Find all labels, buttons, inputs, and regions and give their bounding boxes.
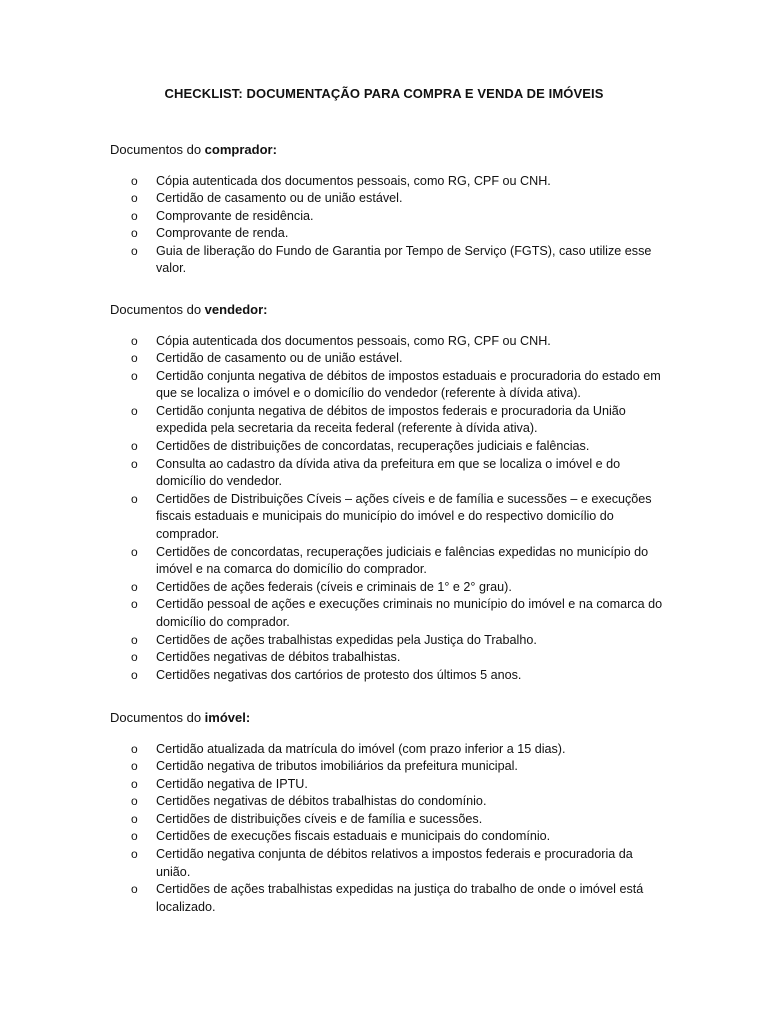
list-item-text: Certidões de ações trabalhistas expedidas na justiça do trabalho de onde o imóvel está localizado. [156, 882, 644, 914]
bullet-icon: o [131, 776, 138, 791]
list-item [110, 667, 670, 685]
bullet-icon: o [131, 333, 138, 348]
list-item-text: Certidões de Distribuições Cíveis – ações cíveis e de família e sucessões – e execuções fiscais estaduais e municipais do município do imóvel e do respectivo domicílio do comprador. [156, 491, 652, 542]
list-item [110, 243, 670, 278]
list-item-text: Certidão negativa de tributos imobiliários da prefeitura municipal. [156, 759, 518, 774]
checklist-comprador [110, 173, 670, 279]
section-heading-prefix: Documentos do [110, 142, 205, 157]
list-item-text: Certidão negativa de IPTU. [156, 776, 308, 791]
bullet-icon: o [131, 544, 138, 559]
section-heading-bold: imóvel: [204, 710, 251, 725]
list-item [110, 846, 670, 881]
bullet-icon: o [131, 882, 138, 897]
bullet-icon: o [131, 368, 138, 383]
bullet-icon: o [131, 847, 138, 862]
list-item-text: Certidões de execuções fiscais estaduais e municipais do condomínio. [156, 829, 551, 844]
list-item [110, 456, 670, 491]
bullet-icon: o [131, 579, 138, 594]
list-item-text: Guia de liberação do Fundo de Garantia por Tempo de Serviço (FGTS), caso utilize esse valor. [156, 243, 652, 276]
list-item [110, 544, 670, 579]
bullet-icon: o [131, 632, 138, 647]
bullet-icon: o [131, 491, 138, 506]
section-heading-vendedor [110, 301, 670, 319]
section-imovel [110, 709, 670, 916]
bullet-icon: o [131, 351, 138, 366]
list-item-text: Certidão conjunta negativa de débitos de impostos federais e procuradoria da União expedida pela secretaria da receita federal (referente à dívida ativa). [156, 403, 626, 436]
section-comprador [110, 141, 670, 278]
bullet-icon: o [131, 403, 138, 418]
list-item [110, 208, 670, 226]
list-item-text: Certidões negativas de débitos trabalhistas do condomínio. [156, 794, 487, 809]
list-item-text: Certidões de concordatas, recuperações judiciais e falências expedidas no município do imóvel e na comarca do domicílio do comprador. [156, 544, 649, 577]
checklist-vendedor [110, 333, 670, 685]
list-item-text: Certidões de distribuições cíveis e de família e sucessões. [156, 811, 483, 826]
list-item [110, 811, 670, 829]
list-item-text: Certidão de casamento ou de união estável. [156, 191, 403, 206]
list-item-text: Certidão negativa conjunta de débitos relativos a impostos federais e procuradoria da união. [156, 847, 633, 879]
bullet-icon: o [131, 759, 138, 774]
list-item-text: Certidões de ações trabalhistas expedidas pela Justiça do Trabalho. [156, 632, 537, 647]
list-item-text: Cópia autenticada dos documentos pessoais, como RG, CPF ou CNH. [156, 333, 551, 348]
list-item-text: Certidões negativas dos cartórios de protesto dos últimos 5 anos. [156, 667, 522, 682]
list-item [110, 173, 670, 191]
bullet-icon: o [131, 667, 138, 682]
section-heading-comprador [110, 141, 670, 159]
list-item-text: Certidão conjunta negativa de débitos de impostos estaduais e procuradoria do estado em que se localiza o imóvel e o domicílio do vendedor (referente à dívida ativa). [156, 368, 661, 401]
list-item-text: Consulta ao cadastro da dívida ativa da prefeitura em que se localiza o imóvel e do domicílio do vendedor. [156, 456, 621, 489]
section-heading-bold: comprador: [204, 142, 277, 157]
bullet-icon: o [131, 456, 138, 471]
list-item [110, 350, 670, 368]
checklist-imovel [110, 741, 670, 917]
bullet-icon: o [131, 741, 138, 756]
page-title: CHECKLIST: DOCUMENTAÇÃO PARA COMPRA E VENDA DE IMÓVEIS [164, 86, 604, 101]
list-item [110, 333, 670, 351]
list-item [110, 403, 670, 438]
list-item-text: Comprovante de renda. [156, 226, 289, 241]
bullet-icon: o [131, 173, 138, 188]
list-item [110, 491, 670, 544]
section-heading-imovel [110, 709, 670, 727]
bullet-icon: o [131, 208, 138, 223]
list-item-text: Certidão atualizada da matrícula do imóvel (com prazo inferior a 15 dias). [156, 741, 566, 756]
list-item-text: Certidões de ações federais (cíveis e criminais de 1° e 2° grau). [156, 579, 512, 594]
list-item [110, 225, 670, 243]
list-item [110, 438, 670, 456]
bullet-icon: o [131, 829, 138, 844]
bullet-icon: o [131, 650, 138, 665]
list-item [110, 190, 670, 208]
bullet-icon: o [131, 794, 138, 809]
list-item [110, 579, 670, 597]
list-item [110, 596, 670, 631]
bullet-icon: o [131, 811, 138, 826]
section-heading-bold: vendedor: [204, 302, 268, 317]
list-item-text: Certidões de distribuições de concordatas, recuperações judiciais e falências. [156, 439, 590, 454]
list-item-text: Certidão de casamento ou de união estável. [156, 351, 403, 366]
list-item [110, 649, 670, 667]
list-item [110, 632, 670, 650]
list-item [110, 368, 670, 403]
list-item [110, 741, 670, 759]
list-item [110, 776, 670, 794]
section-heading-prefix: Documentos do [110, 710, 205, 725]
list-item-text: Comprovante de residência. [156, 208, 314, 223]
list-item-text: Certidões negativas de débitos trabalhistas. [156, 650, 401, 665]
list-item [110, 758, 670, 776]
section-heading-prefix: Documentos do [110, 302, 205, 317]
section-vendedor [110, 301, 670, 684]
list-item [110, 881, 670, 916]
bullet-icon: o [131, 597, 138, 612]
bullet-icon: o [131, 226, 138, 241]
bullet-icon: o [131, 439, 138, 454]
list-item-text: Cópia autenticada dos documentos pessoais, como RG, CPF ou CNH. [156, 173, 551, 188]
bullet-icon: o [131, 243, 138, 258]
bullet-icon: o [131, 191, 138, 206]
list-item [110, 828, 670, 846]
list-item-text: Certidão pessoal de ações e execuções criminais no município do imóvel e na comarca do domicílio do comprador. [156, 597, 663, 629]
list-item [110, 793, 670, 811]
